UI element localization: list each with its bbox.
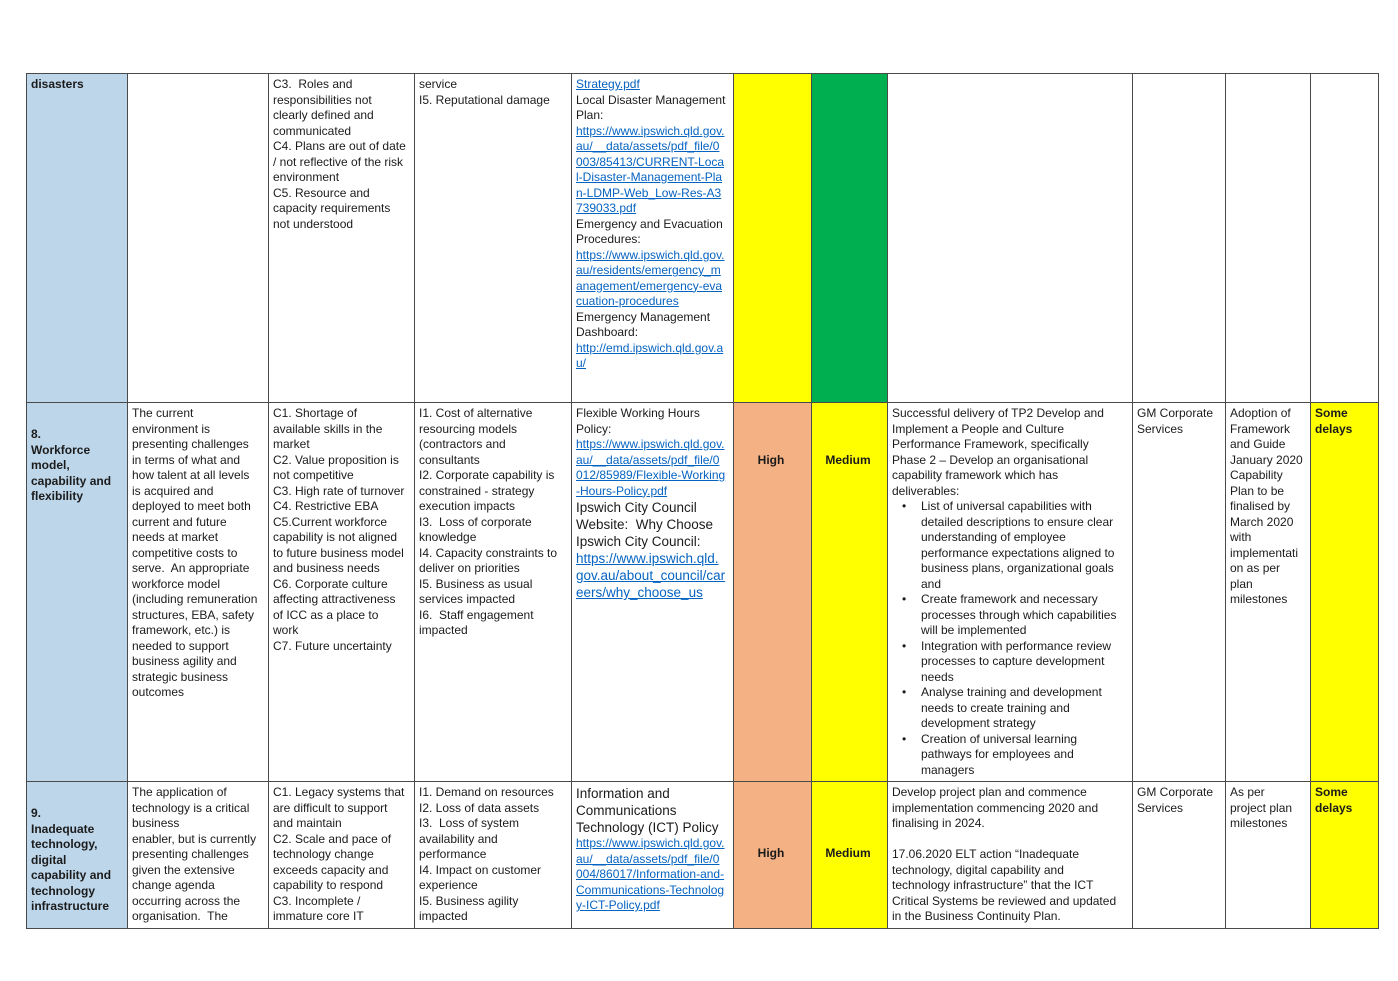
cause-item: C3. High rate of turnover — [273, 483, 405, 498]
risk-row-disasters-continued — [27, 74, 1379, 403]
impact-item: I4. Capacity constraints to deliver on priorities — [419, 545, 561, 575]
cause-item: C2. Scale and pace of technology change exceeds capacity and capability to respond — [273, 831, 395, 892]
risk-description-cell — [128, 74, 269, 403]
impact-item: I5. Business as usual services impacted — [419, 576, 536, 606]
actions-paragraph: Develop project plan and commence implementation commencing 2020 and finalising in 2024. — [892, 785, 1102, 830]
likelihood-rating: High — [757, 453, 785, 467]
status-cell — [1311, 403, 1379, 782]
risk-row-8-workforce — [27, 403, 1379, 782]
cause-item: C6. Corporate culture affecting attractiveness of ICC as a place to work — [273, 576, 399, 637]
causes-cell — [269, 403, 415, 782]
local-disaster-management-plan-link[interactable]: https://www.ipswich.qld.gov.au/__data/assets/pdf_file/0003/85413/CURRENT-Local-Disaster-Management-Plan-LDMP-Web_Low-Res-A3739033.pdf — [576, 123, 725, 215]
risk-register-table — [26, 73, 1379, 929]
cause-item: C5. Resource and capacity requirements not understood — [273, 185, 394, 231]
cause-item: C7. Future uncertainty — [273, 638, 392, 653]
impacts-cell — [415, 782, 572, 929]
action-bullet-item: • Create framework and necessary processes through which capabilities will be implemented — [892, 592, 1125, 639]
timeline-text: Adoption of Framework and Guide January 2020 Capability Plan to be finalised by March 2020 with implementation as per plan milestones — [1230, 406, 1307, 606]
impact-item: service — [419, 77, 458, 91]
timeline-cell — [1226, 782, 1311, 929]
ict-policy-link[interactable]: https://www.ipswich.qld.gov.au/__data/assets/pdf_file/0004/86017/Information-and-Communications-Technology-ICT-Policy.pdf — [576, 836, 725, 912]
key-documents-cell — [572, 403, 734, 782]
status-cell — [1311, 782, 1379, 929]
key-documents-cell — [572, 782, 734, 929]
rating-cell-yellow — [734, 74, 812, 403]
risk-number: 9. — [31, 806, 42, 820]
owner-cell — [1133, 403, 1226, 782]
impact-item: I1. Cost of alternative resourcing models (contractors and consultants — [419, 406, 536, 467]
actions-paragraph: 17.06.2020 ELT action “Inadequate technology, digital capability and technology infrastructure” that the ICT Critical Systems be reviewed and updated in the Business Continuity Plan. — [892, 847, 1120, 923]
rating-cell-green — [812, 74, 888, 403]
risk-description-cell — [128, 782, 269, 929]
action-bullet-item: • Integration with performance review processes to capture development needs — [892, 639, 1125, 686]
impact-item: I5. Business agility impacted — [419, 893, 522, 923]
cause-item: C4. Restrictive EBA — [273, 499, 379, 513]
risk-name-cell — [27, 782, 128, 929]
cause-item: C2. Value proposition is not competitive — [273, 452, 403, 482]
status-text: Some delays — [1315, 406, 1353, 436]
risk-title: Workforce model, capability and flexibility — [31, 442, 115, 503]
impact-item: I3. Loss of system availability and performance — [419, 816, 523, 861]
actions-cell — [888, 403, 1133, 782]
consequence-rating: Medium — [825, 453, 871, 467]
strategy-pdf-link[interactable]: Strategy.pdf — [576, 77, 640, 91]
cause-item: C4. Plans are out of date / not reflective of the risk environment — [273, 139, 410, 184]
description-text: The application of technology is a critical business — [132, 785, 253, 830]
consequence-rating: Medium — [825, 845, 871, 860]
impact-item: I2. Corporate capability is constrained - strategy execution impacts — [419, 468, 558, 513]
rating-high-cell — [734, 403, 812, 782]
rating-medium-cell — [812, 782, 888, 929]
action-bullet-item: • Creation of universal learning pathways for employees and managers — [892, 732, 1125, 779]
risk-row-9-technology — [27, 782, 1379, 929]
timeline-cell — [1226, 74, 1311, 403]
owner-text: GM Corporate Services — [1137, 406, 1217, 436]
status-text: Some delays — [1315, 785, 1353, 815]
timeline-text: As per project plan milestones — [1230, 785, 1296, 830]
link-label: Information and Communications Technology (ICT) Policy — [576, 786, 719, 835]
actions-cell — [888, 74, 1133, 403]
description-text: The current environment is presenting challenges in terms of what and how talent at all levels is acquired and deployed to meet both current and future needs at market competitive costs to serve. An appropriate workforce model (including remuneration structures, EBA, safety framework, etc.) is needed to support business agility and strategic business outcomes — [132, 406, 261, 699]
rating-high-cell — [734, 782, 812, 929]
impact-item: I3. Loss of corporate knowledge — [419, 514, 536, 544]
risk-description-cell — [128, 403, 269, 782]
flexible-working-hours-policy-link[interactable]: https://www.ipswich.qld.gov.au/__data/assets/pdf_file/0012/85989/Flexible-Working-Hours-Policy.pdf — [576, 437, 726, 498]
risk-name-cell — [27, 403, 128, 782]
impacts-cell — [415, 74, 572, 403]
impact-item: I1. Demand on resources — [419, 785, 554, 799]
cause-item: C5.Current workforce capability is not aligned to future business model and business needs — [273, 514, 408, 575]
why-choose-ipswich-link[interactable]: https://www.ipswich.qld.gov.au/about_council/careers/why_choose_us — [576, 551, 726, 600]
cause-item: C1. Shortage of available skills in the market — [273, 406, 386, 451]
impact-item: I6. Staff engagement impacted — [419, 607, 537, 637]
link-label: Flexible Working Hours Policy: — [576, 406, 704, 436]
rating-medium-cell — [812, 403, 888, 782]
impact-item: I5. Reputational damage — [419, 92, 550, 107]
link-label: Ipswich City Council Website: Why Choose Ipswich City Council: — [576, 500, 717, 549]
cause-item: C3. Incomplete / immature core IT — [273, 893, 364, 923]
action-bullet-item: • List of universal capabilities with detailed descriptions to ensure clear understanding of employee performance expectations aligned to business plans, organizational goals and — [892, 499, 1125, 592]
impact-item: I4. Impact on customer experience — [419, 862, 545, 892]
risk-title: Inadequate technology, digital capability and technology infrastructure — [31, 821, 115, 913]
causes-cell — [269, 782, 415, 929]
link-label: Emergency and Evacuation Procedures: — [576, 216, 727, 246]
risk-number: 8. — [31, 427, 42, 441]
actions-cell — [888, 782, 1133, 929]
risk-name-cell — [27, 74, 128, 403]
owner-text: GM Corporate Services — [1137, 785, 1217, 815]
likelihood-rating: High — [757, 845, 785, 860]
action-bullet-item: • Analyse training and development needs to create training and development strategy — [892, 685, 1125, 732]
key-documents-cell — [572, 74, 734, 403]
cause-item: C1. Legacy systems that are difficult to support and maintain — [273, 785, 408, 830]
cause-item: C3. Roles and responsibilities not clearly defined and communicated — [273, 77, 378, 138]
impact-item: I2. Loss of data assets — [419, 800, 540, 815]
emergency-evacuation-procedures-link[interactable]: https://www.ipswich.qld.gov.au/residents/emergency_management/emergency-evacuation-procedures — [576, 247, 725, 308]
causes-cell — [269, 74, 415, 403]
timeline-cell — [1226, 403, 1311, 782]
status-cell — [1311, 74, 1379, 403]
link-label: Local Disaster Management Plan: — [576, 92, 729, 122]
emergency-management-dashboard-link[interactable]: http://emd.ipswich.qld.gov.au/ — [576, 340, 724, 370]
actions-intro: Successful delivery of TP2 Develop and Implement a People and Culture Performance Framework, specifically Phase 2 – Develop an organisational capability framework which has deliverables: — [892, 406, 1108, 498]
owner-cell — [1133, 74, 1226, 403]
owner-cell — [1133, 782, 1226, 929]
impacts-cell — [415, 403, 572, 782]
risk-title: disasters — [31, 77, 84, 91]
link-label: Emergency Management Dashboard: — [576, 309, 714, 339]
description-text: enabler, but is currently presenting challenges given the extensive change agenda occurring across the organisation. The — [132, 831, 260, 923]
